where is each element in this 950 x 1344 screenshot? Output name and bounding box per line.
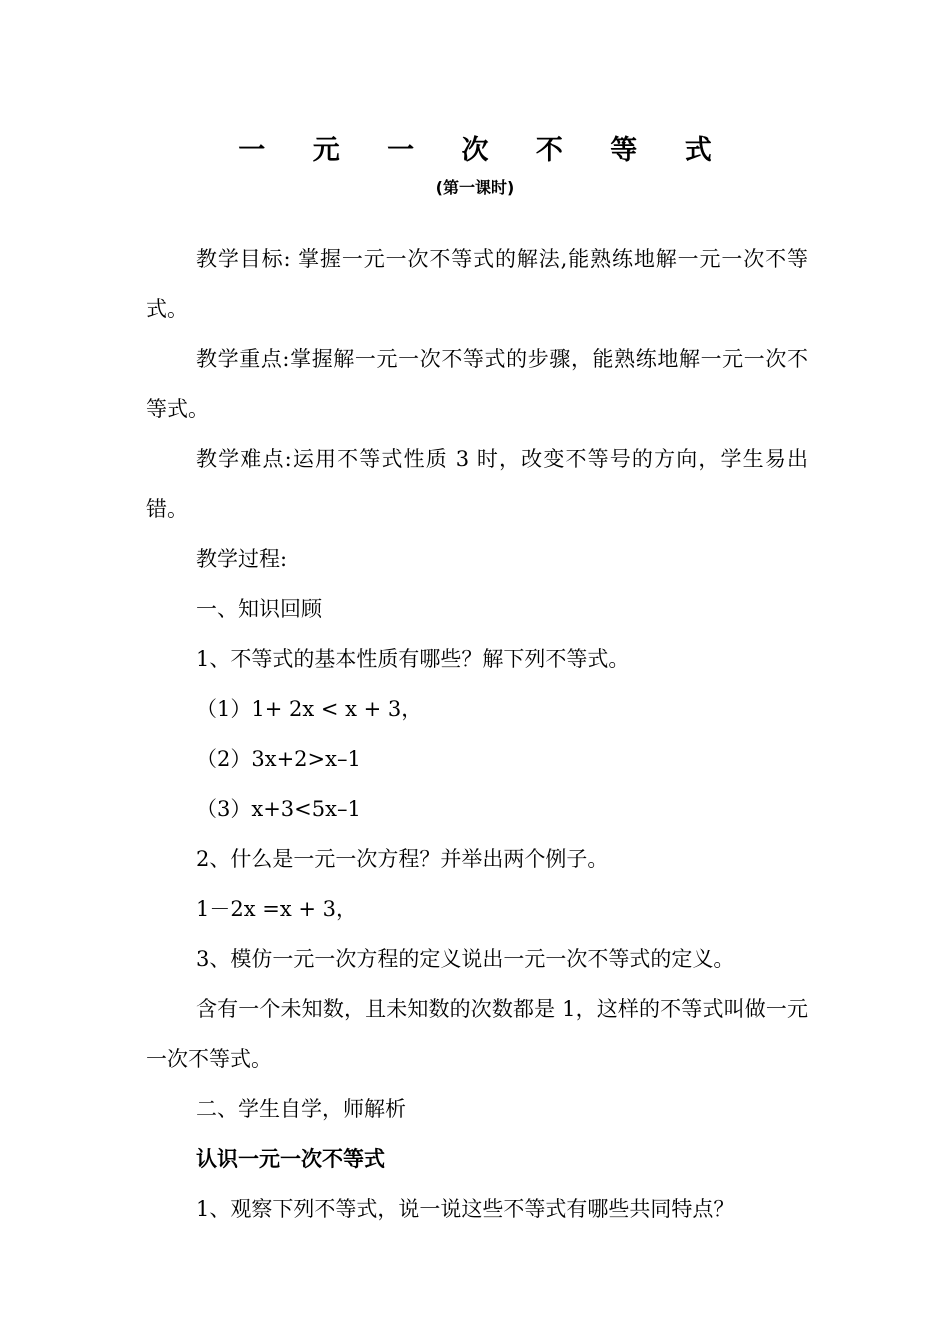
document-body [146, 234, 808, 1234]
question-3: 3、模仿一元一次方程的定义说出一元一次不等式的定义。 [196, 947, 735, 971]
teaching-process-heading: 教学过程: [196, 547, 288, 571]
teaching-focus-paragraph: 教学重点:掌握解一元一次不等式的步骤，能熟练地解一元一次不等式。 [146, 347, 808, 421]
subsection-heading: 认识一元一次不等式 [196, 1147, 385, 1171]
teaching-goal-paragraph: 教学目标: 掌握一元一次不等式的解法,能熟练地解一元一次不等式。 [146, 247, 808, 321]
document-subtitle: (第一课时) [435, 178, 515, 197]
question-2: 2、什么是一元一次方程？并举出两个例子。 [196, 847, 609, 871]
question-1: 1、不等式的基本性质有哪些？解下列不等式。 [196, 647, 630, 671]
inequality-3: （3）x+3<5x–1 [196, 797, 361, 821]
inequality-1: （1）1+ 2x < x + 3， [196, 697, 423, 721]
teaching-difficulty-paragraph: 教学难点:运用不等式性质 3 时，改变不等号的方向，学生易出错。 [146, 447, 808, 521]
inequality-2: （2）3x+2>x–1 [196, 747, 361, 771]
section-review-heading: 一、知识回顾 [196, 597, 322, 621]
equation-example: 1－2x =x + 3， [196, 897, 357, 921]
definition-paragraph: 含有一个未知数，且未知数的次数都是 1，这样的不等式叫做一元一次不等式。 [146, 997, 808, 1071]
observe-question: 1、观察下列不等式，说一说这些不等式有哪些共同特点？ [196, 1197, 735, 1221]
section-self-study-heading: 二、学生自学，师解析 [196, 1097, 406, 1121]
document-title: 一 元 一 次 不 等 式 [238, 135, 731, 166]
